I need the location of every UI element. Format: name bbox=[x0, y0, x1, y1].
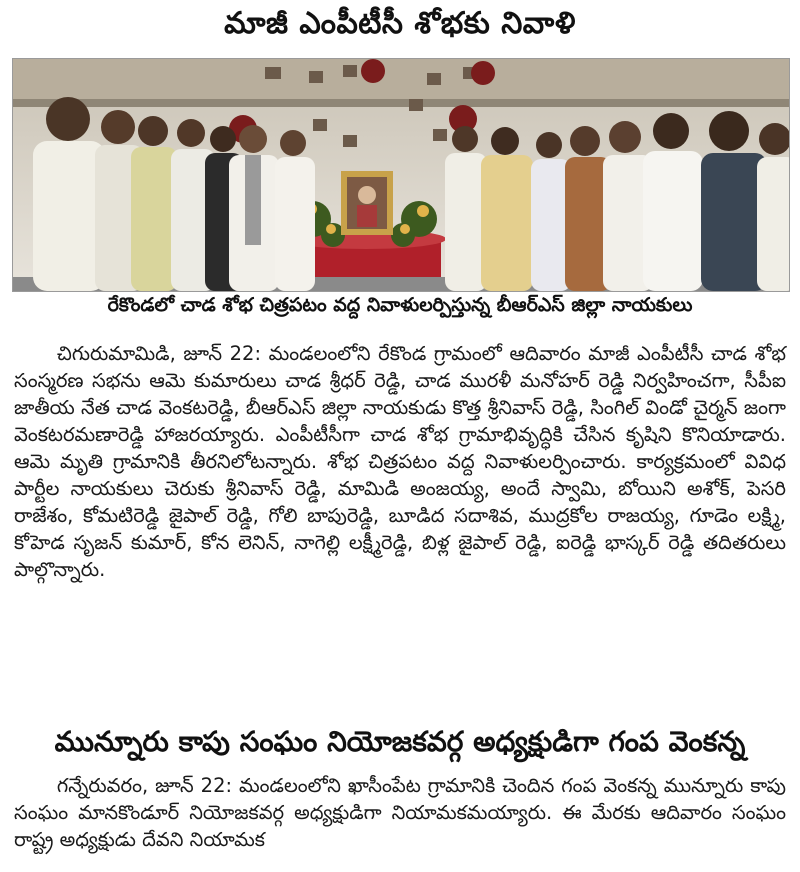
article-1-headline: మాజీ ఎంపీటీసీ శోభకు నివాళి bbox=[224, 6, 576, 41]
article-2-body: గన్నేరువరం, జూన్ 22: మండలంలోని ఖాసీంపేట గ్రామానికి చెందిన గంప వెంకన్న మున్నూరు కాపు సంఘం మానకొండూర్ నియోజకవర్గ అధ్యక్షుడిగా నియామకమయ్యారు. ఈ మేరకు ఆదివారం సంఘం రాష్ట్ర అధ్యక్షుడు దేవని నియామక bbox=[14, 774, 786, 851]
memorial-photo-illustration bbox=[13, 59, 789, 291]
photo-caption: రేకొండలో చాడ శోభ చిత్రపటం వద్ద నివాళులర్పిస్తున్న బీఆర్ఎస్ జిల్లా నాయకులు bbox=[107, 294, 693, 316]
article-1-body: చిగురుమామిడి, జూన్ 22: మండలంలోని రేకొండ గ్రామంలో ఆదివారం మాజీ ఎంపీటీసీ చాడ శోభ సంస్మరణ సభను ఆమె కుమారులు చాడ శ్రీధర్ రెడ్డి, చాడ మురళీ మనోహర్ రెడ్డి నిర్వహించగా, సీపీఐ జాతీయ నేత చాడ వెంకటరెడ్డి, బీఆర్ఎస్ జిల్లా నాయకుడు కొత్త శ్రీనివాస్ రెడ్డి, సింగిల్ విండో చైర్మన్ జంగా వెంకటరమణారెడ్డి హాజరయ్యారు. ఎంపీటీసీగా చాడ శోభ గ్రామాభివృద్ధికి చేసిన కృషిని కొనియాడారు. ఆమె మృతి గ్రామానికి తీరనిలోటన్నారు. శోభ చిత్రపటం వద్ద నివాళులర్పించారు. కార్యక్రమంలో వివిధ పార్టీల నాయకులు చెరుకు శ్రీనివాస్ రెడ్డి, మామిడి అంజయ్య, అందే స్వామి, బోయిని అశోక్, పెసరి రాజేశం, కోమటిరెడ్డి జైపాల్ రెడ్డి, గోలి బాపురెడ్డి, బూడిద సదాశివ, ముద్రకోల రాజయ్య, గూడెం లక్ష్మి, కోహెడ సృజన్ కుమార్, కోన లెనిన్, నాగెల్లి లక్ష్మీరెడ్డి, బిళ్ల జైపాల్ రెడ్డి, ఐరెడ్డి భాస్కర్ రెడ్డి తదితరులు పాల్గొన్నారు. bbox=[14, 342, 786, 581]
memorial-photo bbox=[12, 58, 790, 292]
article-2-headline: మున్నూరు కాపు సంఘం నియోజకవర్గ అధ్యక్షుడిగా గంప వెంకన్న bbox=[54, 725, 746, 758]
